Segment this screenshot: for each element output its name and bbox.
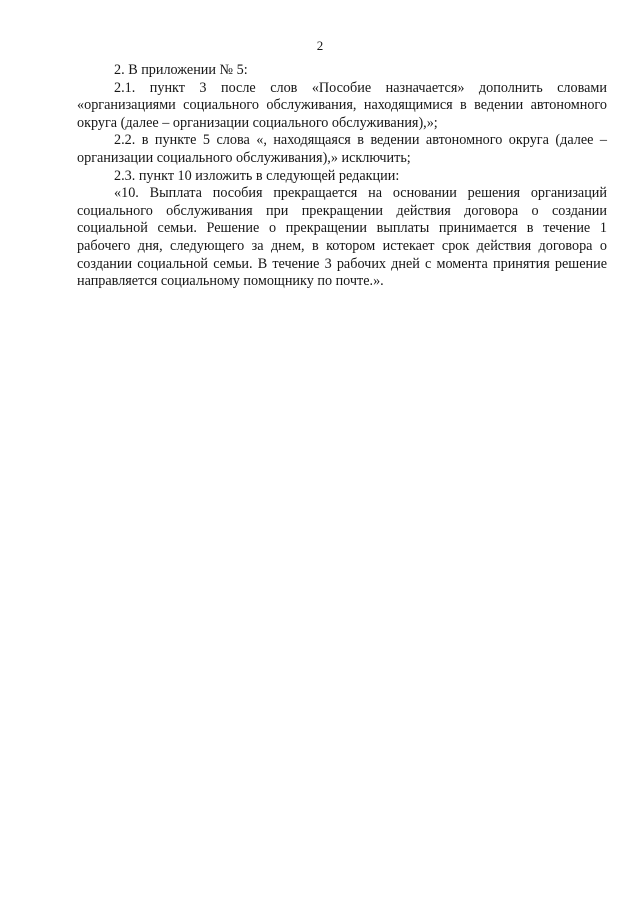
- paragraph-item-2-1: 2.1. пункт 3 после слов «Пособие назначается» дополнить словами «организациями социального обслуживания, находящимися в ведении автономного округа (далее – организации социального обслуживания),»;: [77, 79, 607, 131]
- document-body: [77, 62, 607, 291]
- paragraph-appendix-5-heading: 2. В приложении № 5:: [114, 62, 248, 78]
- page-number: 2: [316, 38, 324, 53]
- paragraph-item-2-3: 2.3. пункт 10 изложить в следующей редакции:: [114, 167, 400, 184]
- paragraph-item-10-text: «10. Выплата пособия прекращается на основании решения организаций социального обслуживания при прекращении действия договора о создании социальной семьи. Решение о прекращении выплаты принимается в течение 1 рабочего дня, следующего за днем, в котором истекает срок действия договора о создании социальной семьи. В течение 3 рабочих дней с момента принятия решение направляется социальному помощнику по почте.».: [77, 185, 607, 290]
- paragraph-item-2-2: 2.2. в пункте 5 слова «, находящаяся в ведении автономного округа (далее – организации социального обслуживания),» исключить;: [77, 132, 607, 166]
